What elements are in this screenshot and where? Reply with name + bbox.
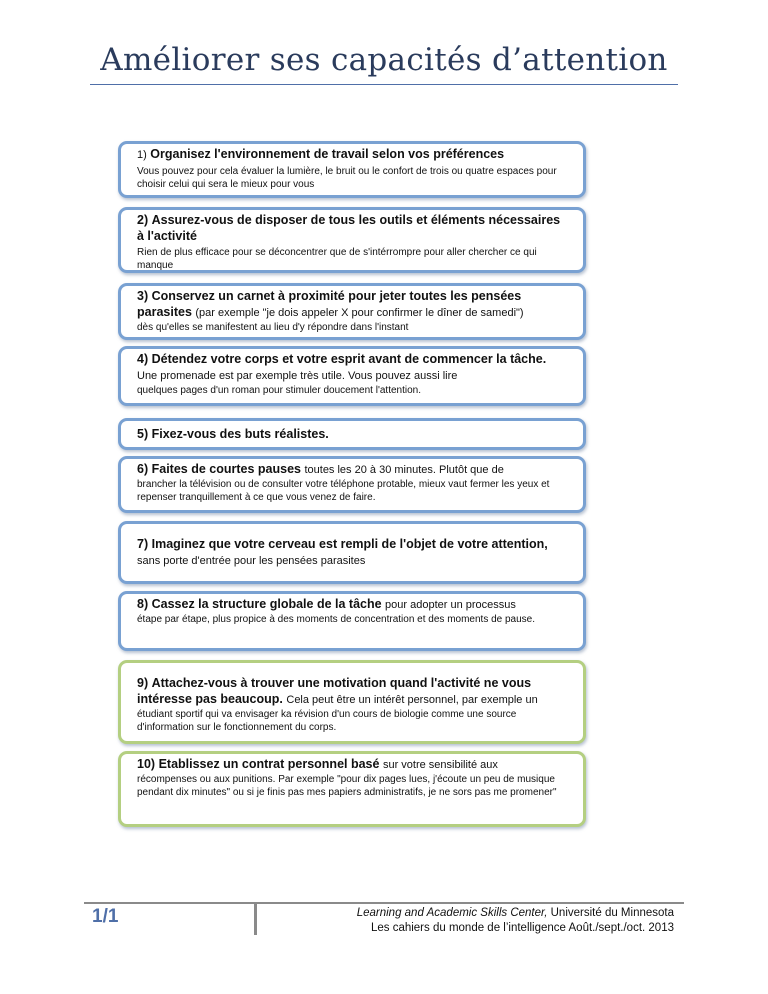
tip-description: étape par étape, plus propice à des moments de concentration et des moments de pause. — [137, 614, 536, 625]
tip-number: 8) — [137, 597, 149, 611]
page-title: Améliorer ses capacités d’attention — [100, 42, 668, 78]
tip-number: 6) — [137, 462, 149, 476]
tip-box-8 — [118, 591, 586, 651]
tip-number: 7) — [137, 537, 149, 551]
footer-university: Université du Minnesota — [550, 907, 674, 919]
tip-heading — [137, 675, 569, 708]
tip-heading — [137, 351, 569, 384]
tip-heading — [137, 536, 569, 569]
tip-heading — [137, 146, 569, 163]
tip-title-continuation: Cela peut être un intérêt personnel, par exemple un — [286, 694, 538, 706]
footer-institution: Learning and Academic Skills Center, — [356, 907, 548, 919]
footer-line-1 — [357, 906, 674, 921]
tip-box-9 — [118, 660, 586, 744]
tip-box-2 — [118, 207, 586, 273]
footer-vertical-divider — [254, 902, 257, 935]
title-underline — [90, 84, 678, 85]
tip-title-continuation: sans porte d'entrée pour les pensées parasites — [137, 555, 366, 567]
footer-source: Les cahiers du monde de l’intelligence Août./sept./oct. 2013 — [370, 922, 674, 934]
tip-title: Conservez un carnet à proximité pour jeter toutes les pensées parasites — [137, 289, 522, 319]
tip-title: Fixez-vous des buts réalistes. — [151, 427, 329, 441]
tip-number: 1) — [137, 149, 147, 161]
tip-description: quelques pages d'un roman pour stimuler doucement l'attention. — [137, 385, 421, 396]
footer-credits — [357, 906, 674, 936]
tip-number: 3) — [137, 289, 149, 303]
tip-title: Détendez votre corps et votre esprit avant de commencer la tâche. — [151, 352, 547, 366]
tip-description: étudiant sportif qui va envisager ka révision d'un cours de biologie comme une source d'information sur le fonctionnement du corps. — [137, 709, 517, 733]
tip-title-continuation: Une promenade est par exemple très utile. Vous pouvez aussi lire — [137, 370, 458, 382]
tip-number: 9) — [137, 676, 149, 690]
tip-box-7 — [118, 521, 586, 584]
tip-heading — [137, 596, 569, 613]
tip-title: Faites de courtes pauses — [151, 462, 301, 476]
tip-number: 4) — [137, 352, 149, 366]
tip-title: Cassez la structure globale de la tâche — [151, 597, 382, 611]
tip-box-5 — [118, 418, 586, 450]
tip-heading — [137, 288, 569, 321]
tip-box-10 — [118, 751, 586, 827]
page-number: 1/1 — [92, 906, 119, 927]
tip-box-6 — [118, 456, 586, 513]
tip-number: 5) — [137, 427, 149, 441]
tip-title-continuation: toutes les 20 à 30 minutes. Plutôt que de — [304, 464, 504, 476]
tip-title: Attachez-vous à trouver une motivation quand l'activité ne vous intéresse pas beaucoup. — [137, 676, 532, 706]
tip-title: Assurez-vous de disposer de tous les outils et éléments nécessaires à l'activité — [137, 213, 561, 243]
tip-box-3 — [118, 283, 586, 340]
tip-title: Imaginez que votre cerveau est rempli de l'objet de votre attention, — [151, 537, 548, 551]
tip-number: 2) — [137, 213, 149, 227]
tip-description: dès qu'elles se manifestent au lieu d'y répondre dans l'instant — [137, 322, 409, 333]
tip-heading — [137, 756, 569, 773]
tip-box-4 — [118, 346, 586, 406]
tip-box-1 — [118, 141, 586, 198]
footer-divider — [84, 902, 684, 904]
tip-number: 10) — [137, 757, 156, 771]
tip-heading — [137, 461, 569, 478]
tip-title-continuation: (par exemple "je dois appeler X pour confirmer le dîner de samedi") — [195, 307, 524, 319]
tip-description: récompenses ou aux punitions. Par exemple "pour dix pages lues, j'écoute un peu de musique pendant dix minutes" ou si je finis pas mes papiers administratifs, je ne sors pas me promener" — [137, 774, 557, 798]
tip-description: Rien de plus efficace pour se déconcentrer que de s'intérrompre pour aller chercher ce qui manque — [137, 247, 537, 271]
tip-heading — [137, 212, 569, 244]
tip-title: Organisez l'environnement de travail selon vos préférences — [150, 147, 505, 161]
tip-description: brancher la télévision ou de consulter votre téléphone protable, mieux vaut fermer les yeux et repenser tranquillement à ce que vous venez de faire. — [137, 479, 550, 503]
tip-title-continuation: sur votre sensibilité aux — [382, 759, 498, 771]
tip-heading — [137, 426, 569, 442]
tip-title: Etablissez un contrat personnel basé — [158, 757, 380, 771]
tip-title-continuation: pour adopter un processus — [385, 599, 516, 611]
tip-description: Vous pouvez pour cela évaluer la lumière, le bruit ou le confort de trois ou quatre espaces pour choisir celui qui sera le mieux pour vous — [137, 166, 557, 190]
